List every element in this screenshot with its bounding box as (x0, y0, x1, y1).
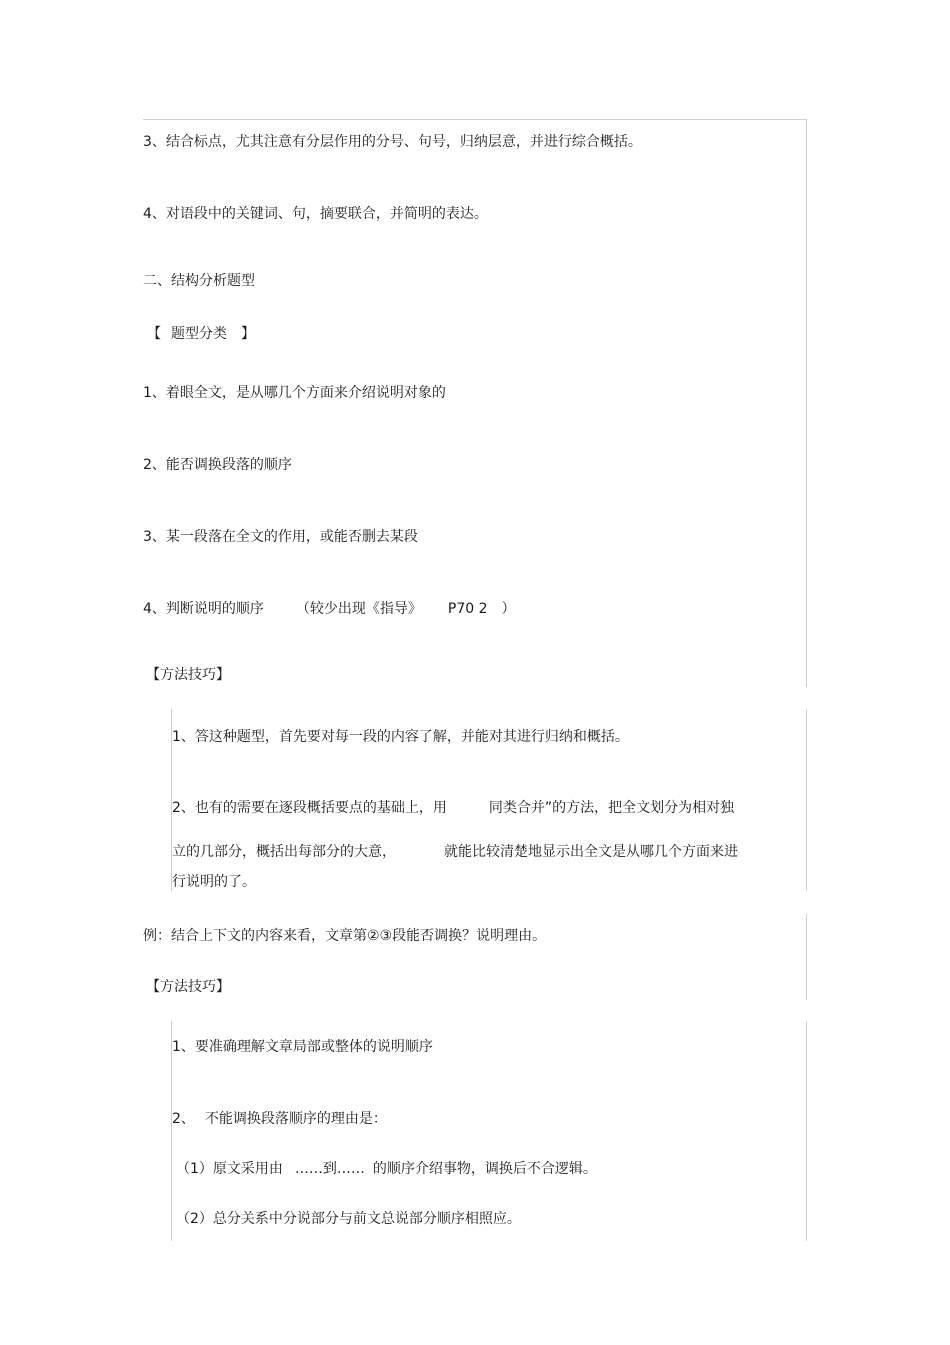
section-heading: 二、结构分析题型 (143, 273, 255, 289)
type-4-close: ） (501, 601, 516, 617)
question-types-label: 题型分类 (171, 326, 227, 342)
subitem-1-part-b: ……到…… (294, 1161, 365, 1177)
table-right-border-2 (806, 709, 807, 891)
type-item-3: 3、某一段落在全文的作用，或能否删去某段 (143, 529, 418, 545)
method-2-subitem-2: （2）总分关系中分说部分与前文总说部分顺序相照应。 (176, 1211, 521, 1227)
method-2-item-2-text: 不能调换段落顺序的理由是： (204, 1111, 387, 1127)
type-item-2: 2、能否调换段落的顺序 (143, 457, 292, 473)
method-1-item-2-line-3: 行说明的了。 (172, 874, 256, 890)
table-right-border-4 (806, 1021, 807, 1241)
point-4: 4、对语段中的关键词、句，摘要联合，并简明的表达。 (143, 206, 488, 222)
method-1-item-2-part-a: 2、也有的需要在逐段概括要点的基础上，用 (172, 800, 447, 816)
subitem-1-part-c: 的顺序介绍事物，调换后不合逻辑。 (372, 1161, 597, 1177)
method-1-item-2-line-2 (172, 843, 738, 861)
table-right-border-3 (806, 914, 807, 1000)
type-4-note: （较少出现《指导》 (295, 601, 422, 617)
bracket-close: 】 (241, 326, 255, 342)
method-2-subitem-1 (176, 1160, 597, 1178)
method-1-item-2 (172, 799, 734, 817)
method-1-item-2-part-d: 就能比较清楚地显示出全文是从哪几个方面来进 (444, 844, 738, 860)
method-1-item-1: 1、答这种题型，首先要对每一段的内容了解，并能对其进行归纳和概括。 (172, 729, 629, 745)
method-1-item-2-part-c: 立的几部分，概括出每部分的大意， (172, 844, 396, 860)
question-types-heading (147, 325, 255, 343)
method-heading-2: 【方法技巧】 (146, 979, 230, 995)
table-right-border-1 (806, 119, 807, 687)
type-4-main: 4、判断说明的顺序 (143, 601, 264, 617)
method-2-item-1: 1、要准确理解文章局部或整体的说明顺序 (172, 1039, 433, 1055)
method-2-item-2 (172, 1110, 387, 1128)
method-1-item-2-part-b: 同类合并”的方法，把全文划分为相对独 (488, 800, 735, 816)
type-item-4 (143, 600, 516, 618)
example-question: 例：结合上下文的内容来看，文章第②③段能否调换？说明理由。 (143, 928, 547, 944)
method-2-item-2-number: 2、 (172, 1111, 195, 1127)
point-3: 3、结合标点，尤其注意有分层作用的分号、句号，归纳层意，并进行综合概括。 (143, 134, 642, 150)
table-top-border (143, 119, 807, 120)
bracket-open: 【 (147, 326, 161, 342)
type-item-1: 1、着眼全文，是从哪几个方面来介绍说明对象的 (143, 385, 446, 401)
method-heading-1: 【方法技巧】 (146, 667, 230, 683)
type-4-page-ref: P70 2 (447, 601, 488, 617)
subitem-1-part-a: （1）原文采用由 (176, 1161, 283, 1177)
